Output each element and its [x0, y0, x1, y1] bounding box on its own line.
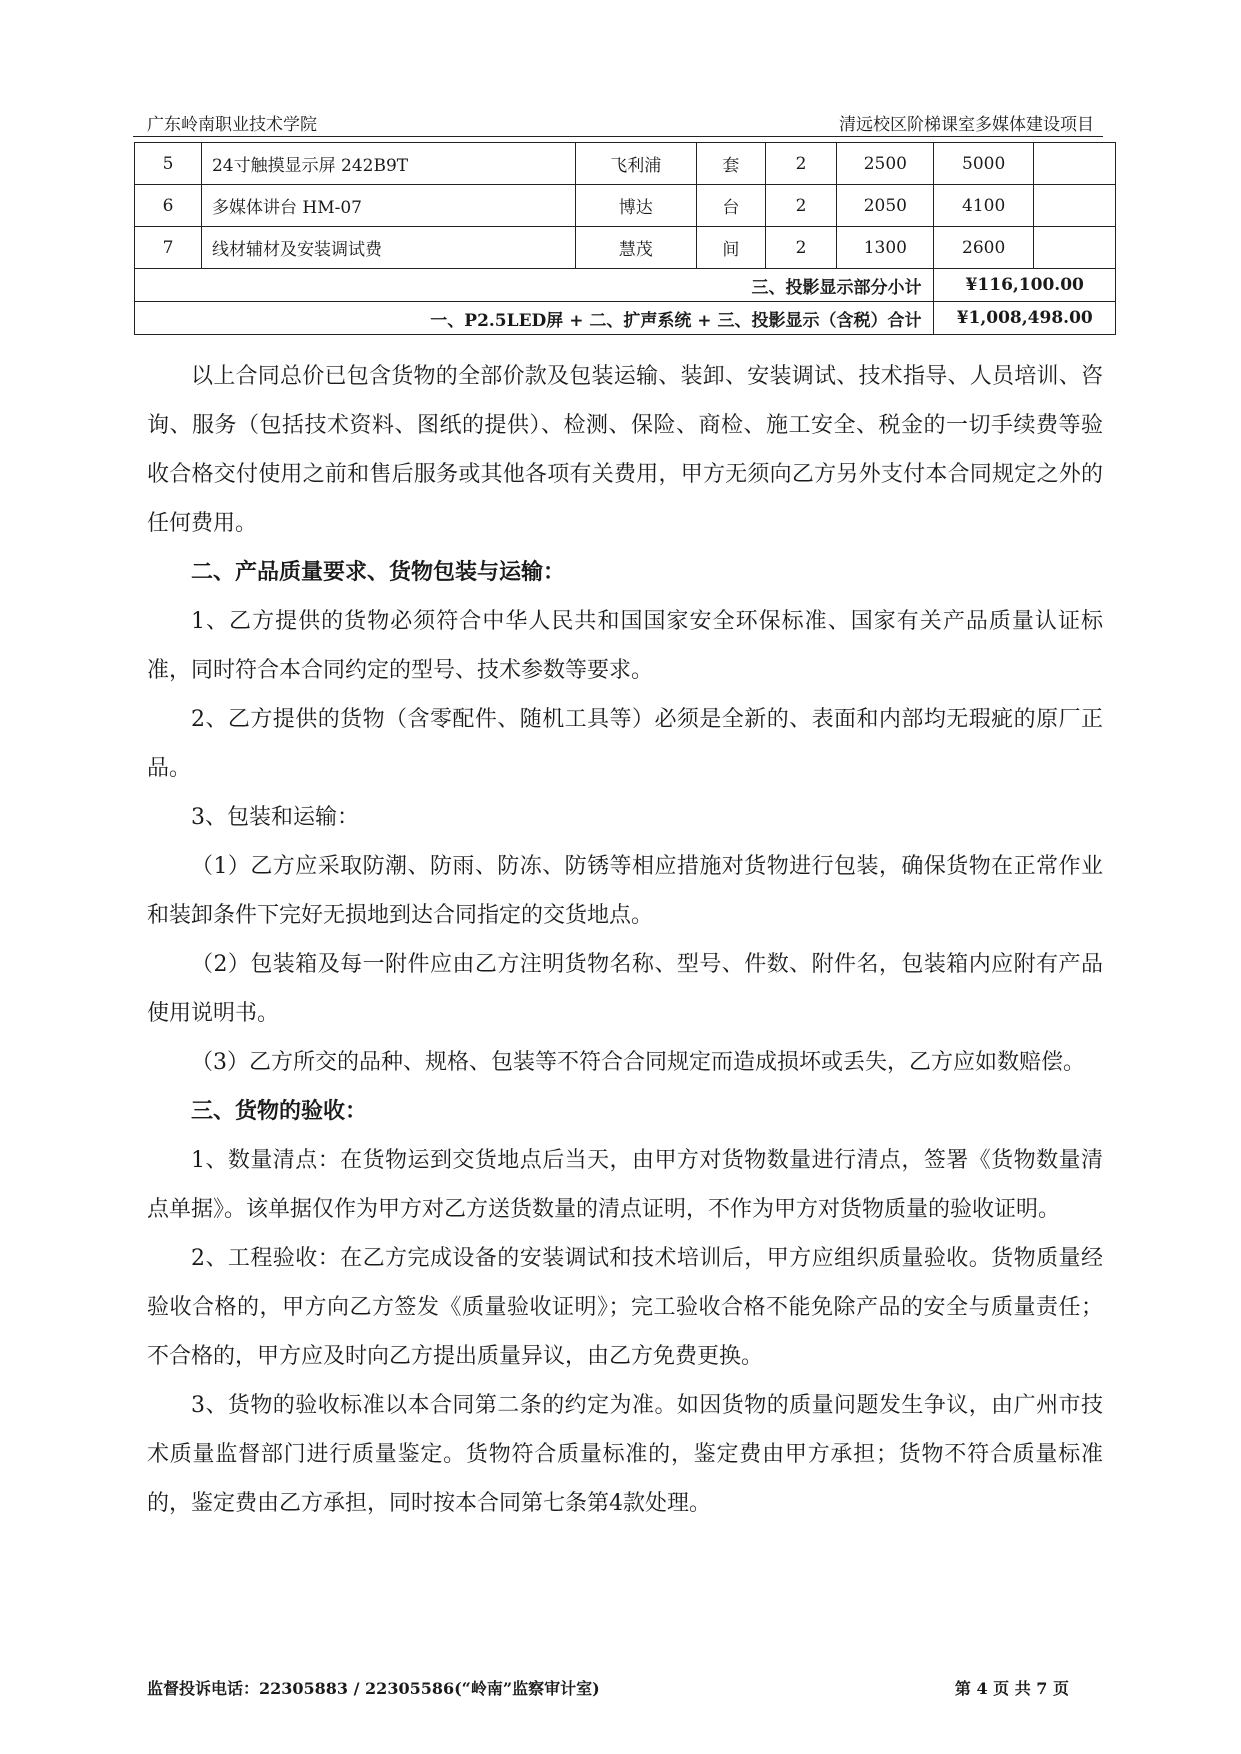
- total-value: ¥1,008,498.00: [934, 302, 1116, 335]
- item-name: 线材辅材及安装调试费: [201, 227, 575, 269]
- item-unit-price: 2050: [837, 185, 934, 227]
- contract-body: [147, 352, 1103, 1528]
- item-note: [1033, 227, 1115, 269]
- paragraph: 2、工程验收：在乙方完成设备的安装调试和技术培训后，甲方应组织质量验收。货物质量经验收合格的，甲方向乙方签发《质量验收证明》；完工验收合格不能免除产品的安全与质量责任；不合格的，甲方应及时向乙方提出质量异议，由乙方免费更换。: [147, 1246, 1103, 1369]
- item-unit: 间: [696, 227, 765, 269]
- header-project-name: 清远校区阶梯课室多媒体建设项目: [839, 115, 1094, 135]
- paragraph: 以上合同总价已包含货物的全部价款及包装运输、装卸、安装调试、技术指导、人员培训、咨询、服务（包括技术资料、图纸的提供）、检测、保险、商检、施工安全、税金的一切手续费等验收合格交付使用之前和售后服务或其他各项有关费用，甲方无须向乙方另外支付本合同规定之外的任何费用。: [147, 364, 1103, 536]
- row-number: 6: [135, 185, 202, 227]
- section-heading: 二、产品质量要求、货物包装与运输：: [191, 560, 566, 585]
- item-brand: 博达: [575, 185, 696, 227]
- item-unit-price: 2500: [837, 143, 934, 185]
- total-label: 一、P2.5LED屏 + 二、扩声系统 + 三、投影显示（含税）合计: [135, 302, 934, 335]
- item-brand: 慧茂: [575, 227, 696, 269]
- paragraph: 2、乙方提供的货物（含零配件、随机工具等）必须是全新的、表面和内部均无瑕疵的原厂正品。: [147, 707, 1103, 781]
- item-quantity: 2: [765, 227, 836, 269]
- footer-page-number: 第 4 页 共 7 页: [954, 1679, 1069, 1698]
- item-brand: 飞利浦: [575, 143, 696, 185]
- footer-complaint-phone: 监督投诉电话：22305883 / 22305586(“岭南”监察审计室): [147, 1679, 600, 1698]
- subtotal-label: 三、投影显示部分小计: [135, 269, 934, 302]
- item-name: 多媒体讲台 HM-07: [201, 185, 575, 227]
- paragraph: （1）乙方应采取防潮、防雨、防冻、防锈等相应措施对货物进行包装，确保货物在正常作业和装卸条件下完好无损地到达合同指定的交货地点。: [147, 854, 1103, 928]
- header-divider: [133, 136, 1103, 137]
- item-quantity: 2: [765, 185, 836, 227]
- item-name: 24寸触摸显示屏 242B9T: [201, 143, 575, 185]
- paragraph: （3）乙方所交的品种、规格、包装等不符合合同规定而造成损坏或丢失，乙方应如数赔偿。: [191, 1050, 1086, 1075]
- section-heading: 三、货物的验收：: [191, 1099, 368, 1124]
- subtotal-row: [135, 269, 1116, 302]
- table-row: [135, 143, 1116, 185]
- paragraph: 1、数量清点：在货物运到交货地点后当天，由甲方对货物数量进行清点，签署《货物数量清点单据》。该单据仅作为甲方对乙方送货数量的清点证明，不作为甲方对货物质量的验收证明。: [147, 1148, 1103, 1222]
- item-total: 4100: [934, 185, 1033, 227]
- price-table: [134, 142, 1116, 335]
- item-note: [1033, 185, 1115, 227]
- item-note: [1033, 143, 1115, 185]
- item-unit: 套: [696, 143, 765, 185]
- header-school-name: 广东岭南职业技术学院: [147, 115, 317, 135]
- item-quantity: 2: [765, 143, 836, 185]
- table-row: [135, 185, 1116, 227]
- row-number: 7: [135, 227, 202, 269]
- item-total: 5000: [934, 143, 1033, 185]
- item-unit: 台: [696, 185, 765, 227]
- item-unit-price: 1300: [837, 227, 934, 269]
- paragraph: （2）包装箱及每一附件应由乙方注明货物名称、型号、件数、附件名，包装箱内应附有产品使用说明书。: [147, 952, 1103, 1026]
- total-row: [135, 302, 1116, 335]
- subtotal-value: ¥116,100.00: [934, 269, 1116, 302]
- paragraph: 3、包装和运输：: [191, 805, 359, 830]
- paragraph: 3、货物的验收标准以本合同第二条的约定为准。如因货物的质量问题发生争议，由广州市技术质量监督部门进行质量鉴定。货物符合质量标准的，鉴定费由甲方承担；货物不符合质量标准的，鉴定费由乙方承担，同时按本合同第七条第4款处理。: [147, 1393, 1103, 1516]
- table-row: [135, 227, 1116, 269]
- row-number: 5: [135, 143, 202, 185]
- paragraph: 1、乙方提供的货物必须符合中华人民共和国国家安全环保标准、国家有关产品质量认证标准，同时符合本合同约定的型号、技术参数等要求。: [147, 609, 1103, 683]
- item-total: 2600: [934, 227, 1033, 269]
